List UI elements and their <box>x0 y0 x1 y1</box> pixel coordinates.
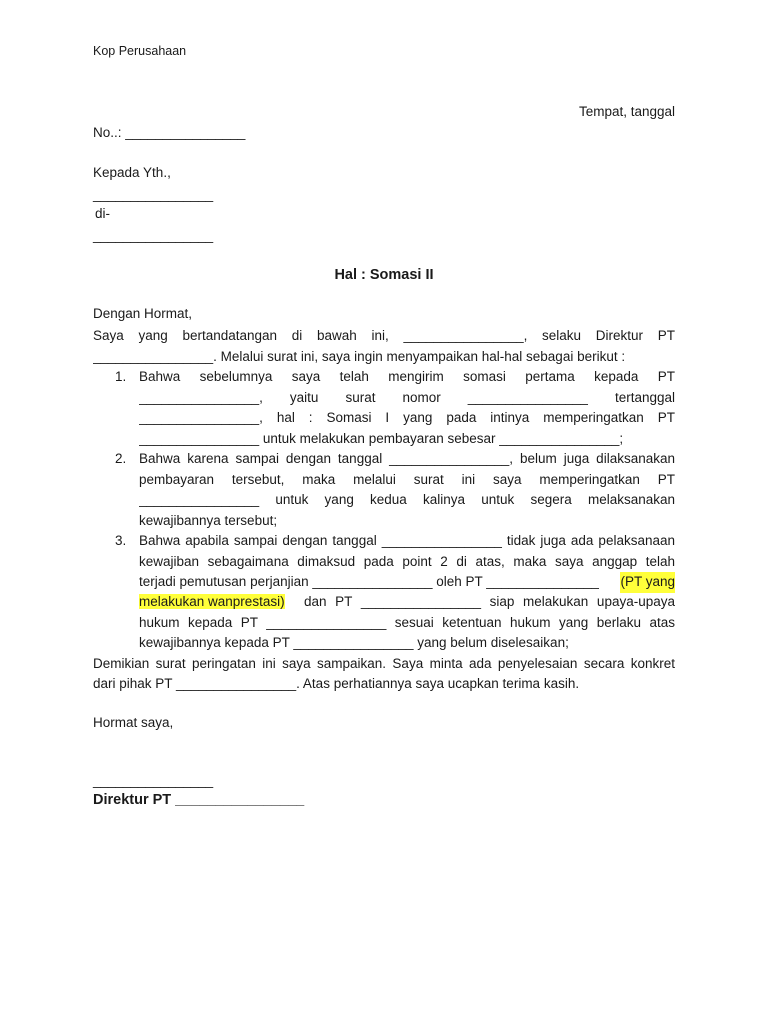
letter-number: No..: ________________ <box>93 125 246 140</box>
recipient-name-blank: ________________ <box>93 187 214 202</box>
list-item-line: Bahwa karena sampai dengan tanggal ________________, belum juga dilaksanakan <box>139 451 675 466</box>
list-item-line: ________________, hal : Somasi I yang pada intinya memperingatkan PT <box>139 410 675 425</box>
list-item-line: pembayaran tersebut, maka melalui surat ini saya memperingatkan PT <box>139 472 675 487</box>
list-item-line: dan PT ________________ siap melakukan upaya-upaya <box>304 594 675 609</box>
highlighted-text: (PT yang <box>620 572 675 593</box>
subject-title: Hal : Somasi II <box>334 267 434 283</box>
highlighted-text: melakukan wanprestasi) <box>139 594 285 609</box>
list-number: 2. <box>115 451 127 466</box>
list-item-line: ________________ untuk yang kedua kalinya untuk segera melaksanakan <box>139 492 675 507</box>
list-item-line: Bahwa sebelumnya saya telah mengirim somasi pertama kepada PT <box>139 369 675 384</box>
recipient-address-blank: ________________ <box>93 228 214 243</box>
regards: Hormat saya, <box>93 715 174 730</box>
signature-name-blank: ________________ <box>93 773 214 788</box>
list-item-line: ________________, yaitu surat nomor ________________ tertanggal <box>139 390 675 405</box>
company-letterhead: Kop Perusahaan <box>93 44 187 58</box>
signatory-title: Direktur PT ________________ <box>93 792 305 808</box>
greeting: Dengan Hormat, <box>93 306 193 321</box>
recipient-to: Kepada Yth., <box>93 165 171 180</box>
list-item-line: kewajibannya kepada PT ________________ yang belum diselesaikan; <box>139 635 569 650</box>
list-item-line: hukum kepada PT ________________ sesuai ketentuan hukum yang berlaku atas <box>139 615 675 630</box>
list-item-line: kewajiban sebagaimana dimaksud pada point 2 di atas, maka saya anggap telah <box>139 554 675 569</box>
intro-line: ________________. Melalui surat ini, saya ingin menyampaikan hal-hal sebagai berikut : <box>93 349 626 364</box>
closing-line: dari pihak PT ________________. Atas perhatiannya saya ucapkan terima kasih. <box>93 676 580 691</box>
intro-line: Saya yang bertandatangan di bawah ini, ________________, selaku Direktur PT <box>93 328 675 343</box>
list-number: 1. <box>115 369 127 384</box>
line-text: terjadi pemutusan perjanjian ________________ oleh PT _______________ <box>139 574 599 589</box>
list-item-line <box>139 572 675 593</box>
list-item-line: kewajibannya tersebut; <box>139 513 278 528</box>
list-number: 3. <box>115 533 127 548</box>
list-item-line: Bahwa apabila sampai dengan tanggal ________________ tidak juga ada pelaksanaan <box>139 533 675 548</box>
closing-line: Demikian surat peringatan ini saya sampaikan. Saya minta ada penyelesaian secara konkret <box>93 656 675 671</box>
place-date: Tempat, tanggal <box>578 104 675 119</box>
recipient-di: di- <box>95 206 111 221</box>
list-item-line <box>139 592 285 613</box>
list-item-line: ________________ untuk melakukan pembayaran sebesar ________________; <box>139 431 624 446</box>
